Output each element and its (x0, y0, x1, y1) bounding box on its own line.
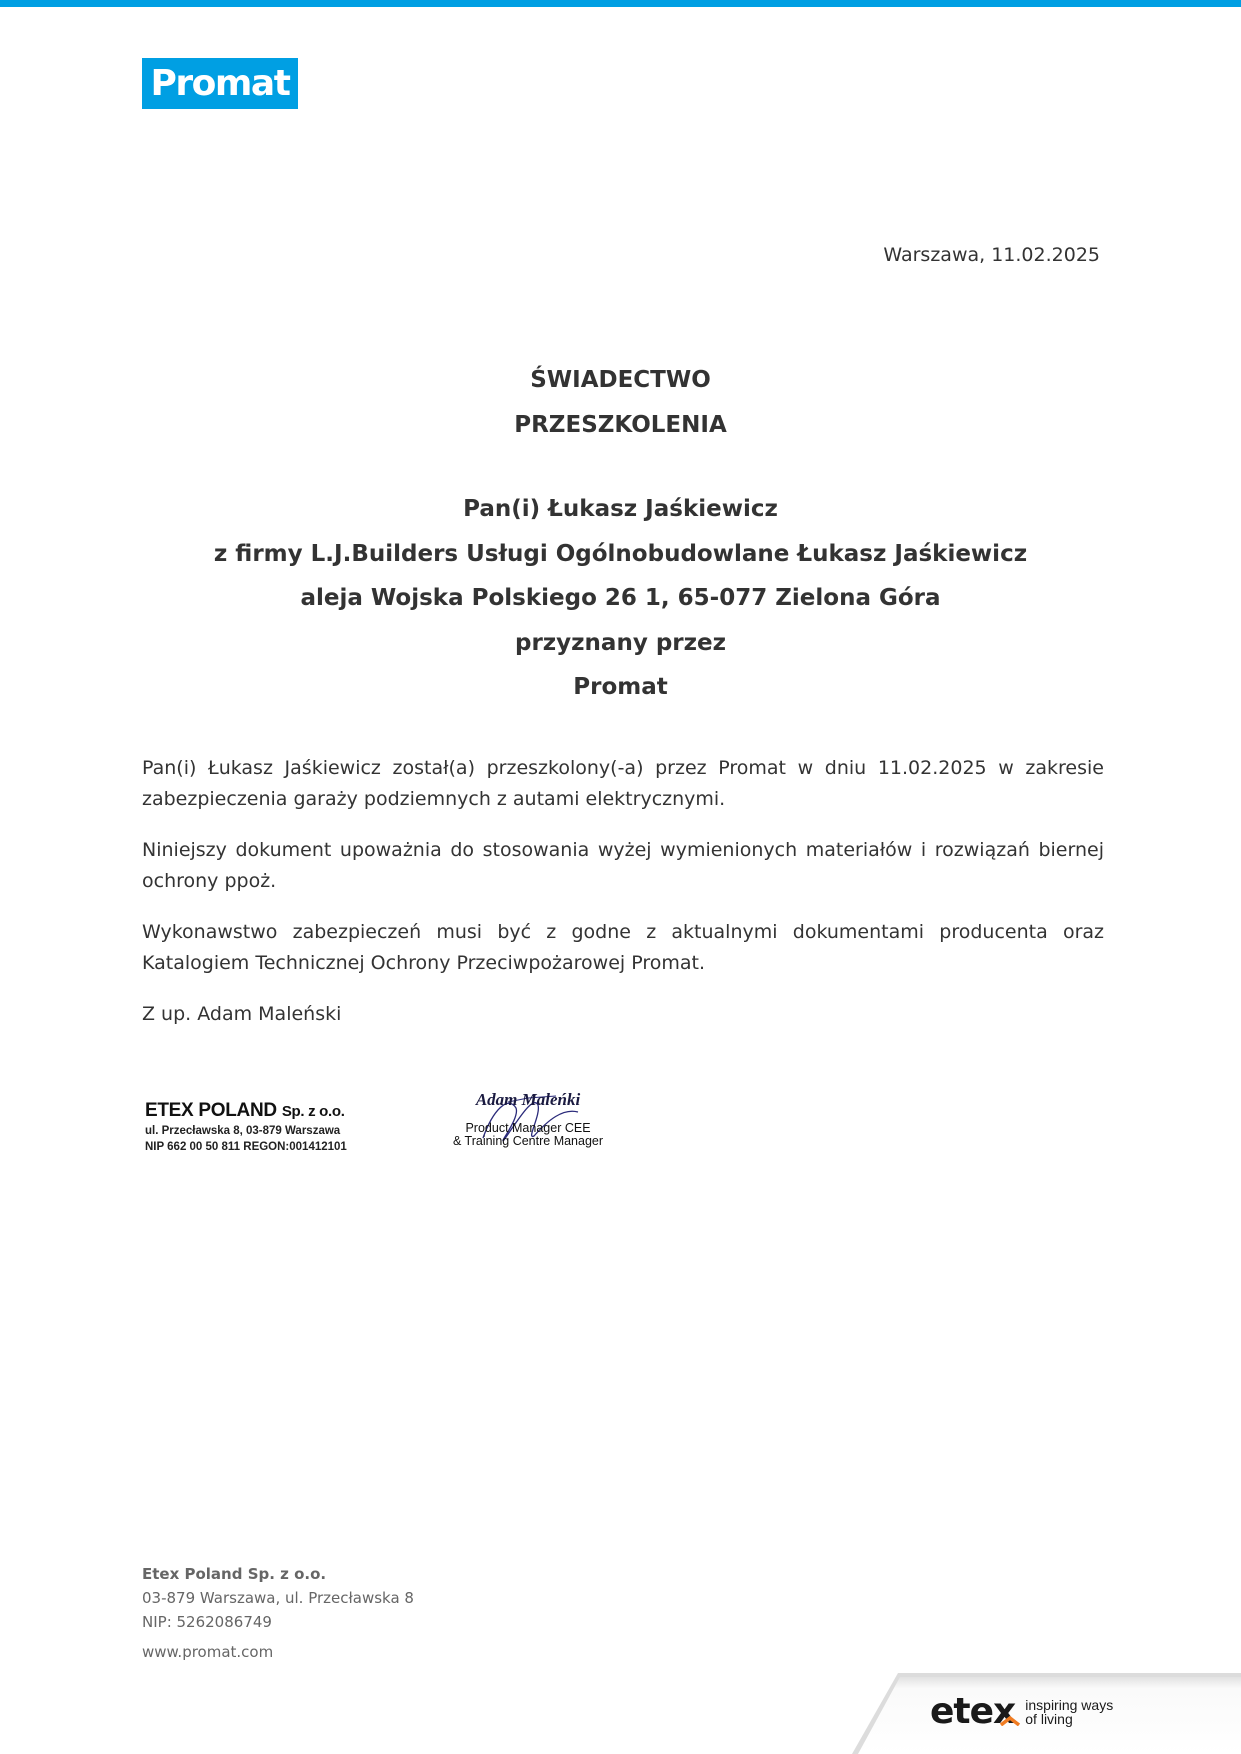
certificate-title (142, 358, 1099, 448)
signature-role-2: & Training Centre Manager (452, 1134, 604, 1148)
etex-tagline-line-2: of living (1025, 1711, 1073, 1727)
stamp-company-suffix: Sp. z o.o. (281, 1103, 345, 1120)
recipient-company: z firmy L.J.Builders Usługi Ogólnobudowlane Łukasz Jaśkiewicz (213, 540, 1028, 567)
stamp-ids: NIP 662 00 50 811 REGON:001412101 (145, 1141, 347, 1153)
title-line-2: PRZESZKOLENIA (514, 412, 727, 438)
signoff-line: Z up. Adam Maleński (142, 1003, 342, 1025)
etex-wordmark: etex (930, 1691, 1016, 1732)
signature-name: Adam Maleńki (475, 1090, 581, 1109)
certificate-body (142, 753, 1104, 1050)
granted-by-label: przyznany przez (514, 629, 727, 656)
footer-address: 03-879 Warszawa, ul. Przecławska 8 (142, 1589, 414, 1607)
stamp-address: ul. Przecławska 8, 03-879 Warszawa (145, 1125, 341, 1137)
stamp-company-name (145, 1100, 370, 1123)
footer-company-info (142, 1562, 414, 1664)
recipient-name: Pan(i) Łukasz Jaśkiewicz (463, 496, 778, 522)
footer-company-name: Etex Poland Sp. z o.o. (142, 1565, 327, 1583)
body-paragraph: Wykonawstwo zabezpieczeń musi być z godne z aktualnymi dokumentami producenta oraz Katalogiem Technicznej Ochrony Przeciwpożarowej Promat. (142, 921, 1104, 974)
footer-website[interactable]: www.promat.com (142, 1643, 274, 1661)
company-stamp (145, 1100, 370, 1155)
etex-tagline-line-1: inspiring ways (1025, 1697, 1114, 1713)
promat-logo: Promat (142, 58, 298, 109)
etex-orange-chevron-icon (1000, 1716, 1020, 1726)
etex-logo (930, 1692, 1113, 1732)
recipient-block (142, 487, 1099, 710)
stamp-company-main: ETEX POLAND (145, 1100, 277, 1121)
signature-block (438, 1090, 618, 1160)
document-date: Warszawa, 11.02.2025 (883, 244, 1100, 266)
footer-nip: NIP: 5262086749 (142, 1613, 272, 1631)
recipient-address: aleja Wojska Polskiego 26 1, 65-077 Zielona Góra (300, 585, 941, 611)
body-paragraph: Pan(i) Łukasz Jaśkiewicz został(a) przeszkolony(-a) przez Promat w dniu 11.02.2025 w zakresie zabezpieczenia garaży podziemnych z autami elektrycznymi. (142, 757, 1104, 810)
etex-tagline (1025, 1698, 1113, 1726)
signature-role-1: Product Manager CEE (465, 1121, 591, 1135)
top-accent-bar (0, 0, 1241, 7)
title-line-1: ŚWIADECTWO (530, 367, 711, 393)
body-paragraph: Niniejszy dokument upoważnia do stosowania wyżej wymienionych materiałów i rozwiązań biernej ochrony ppoż. (142, 839, 1104, 892)
issuer-name: Promat (573, 674, 668, 700)
